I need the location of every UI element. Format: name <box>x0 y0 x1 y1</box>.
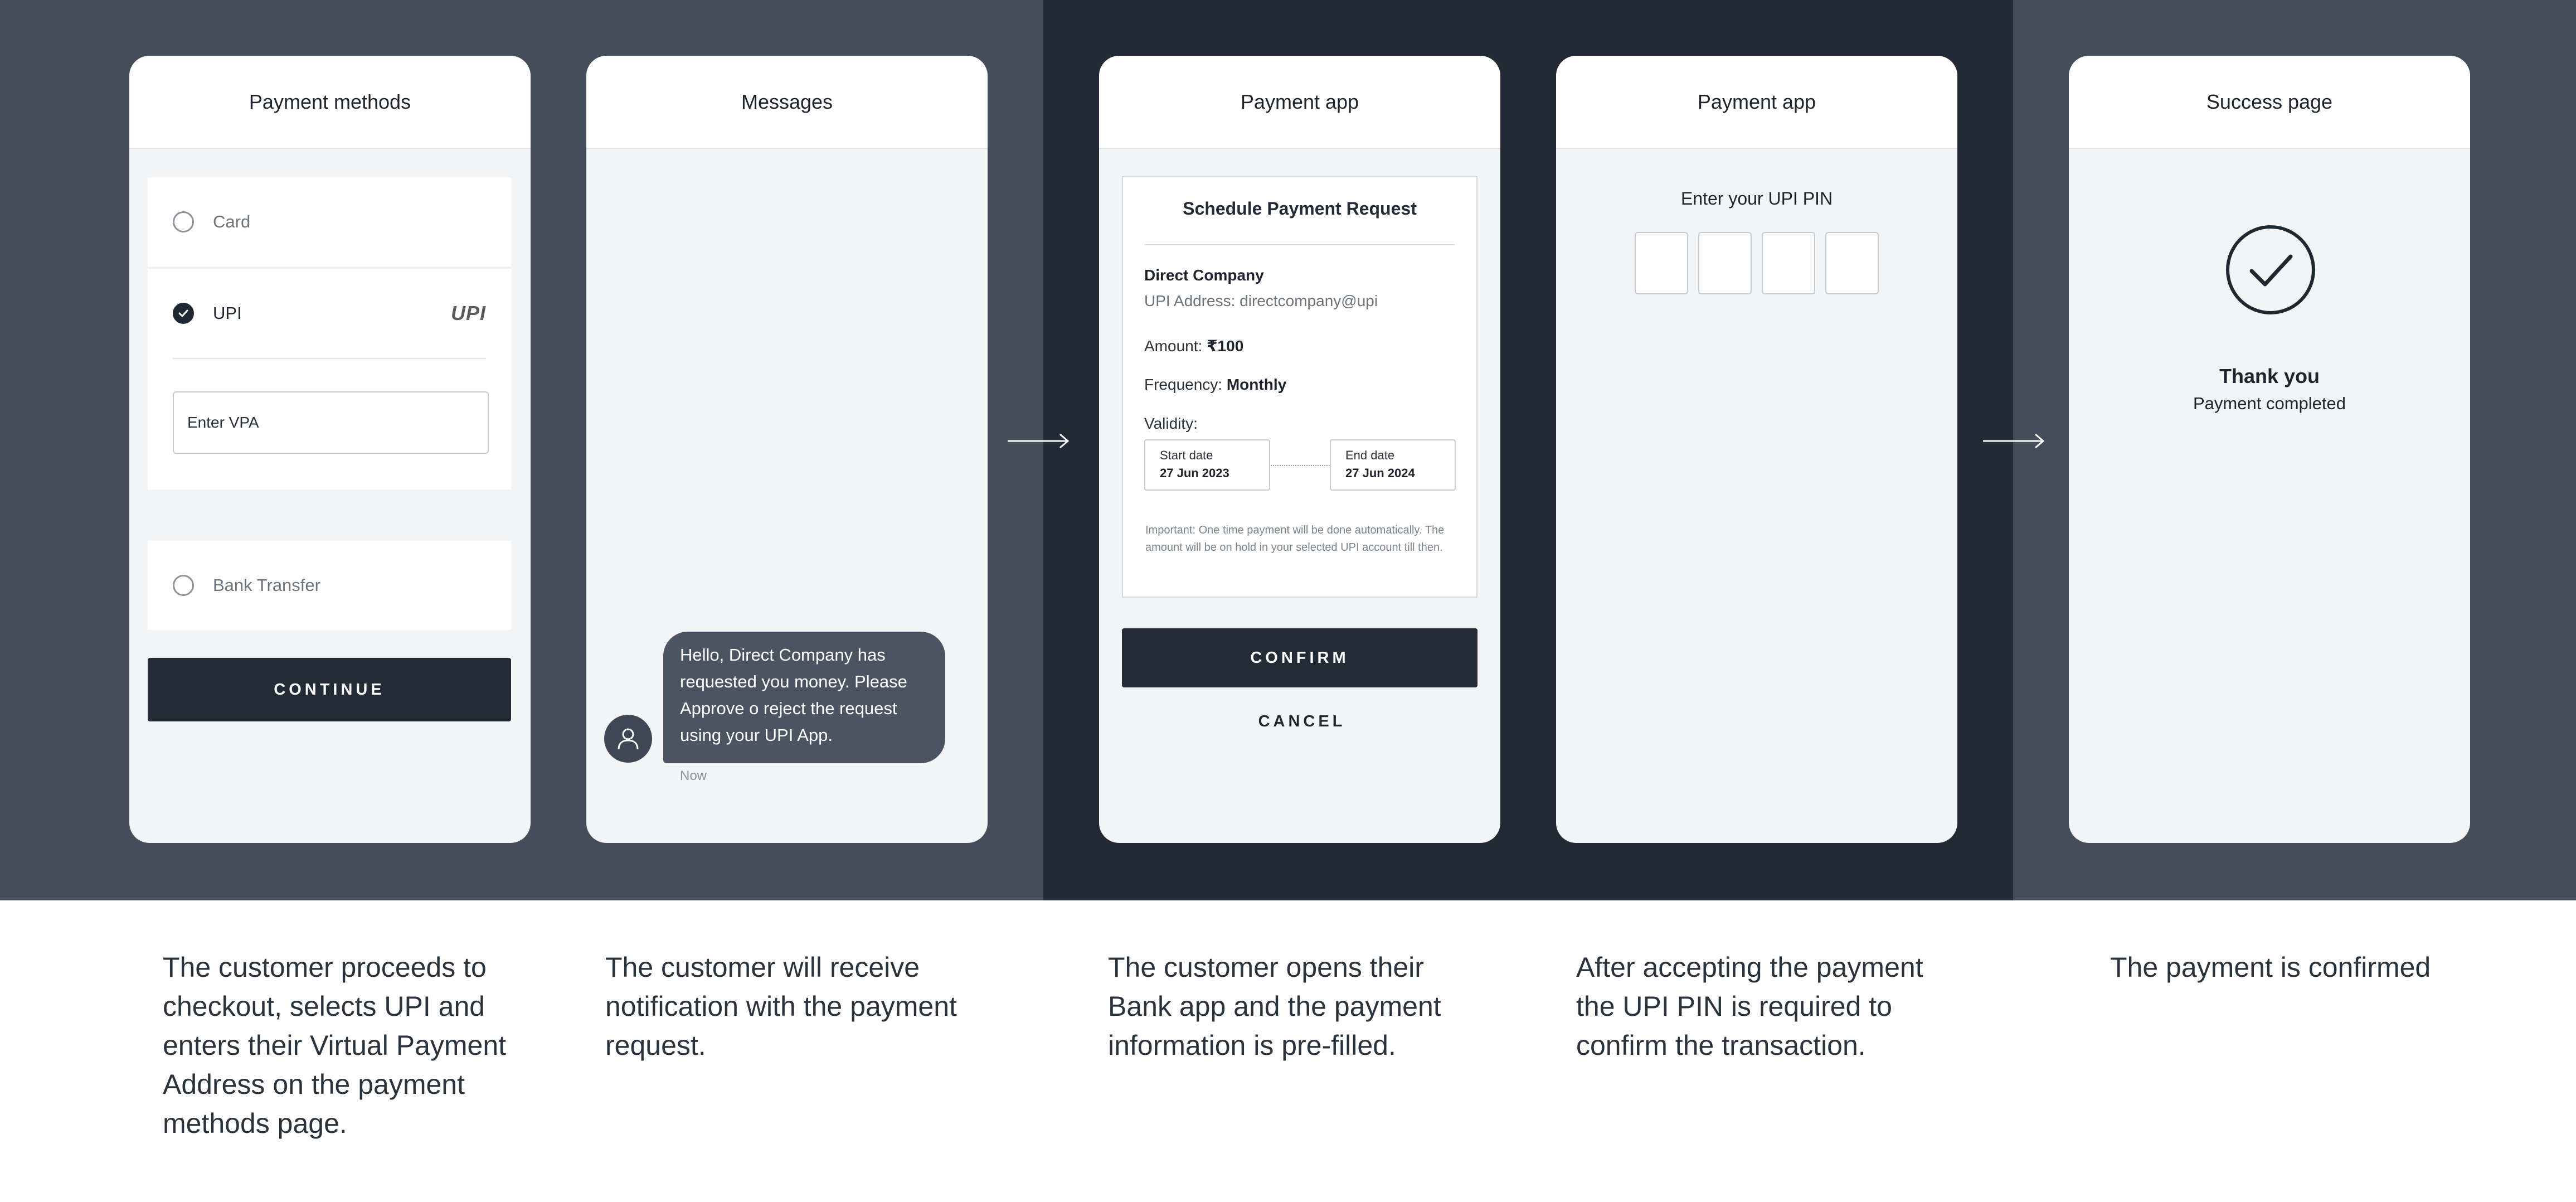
radio-checked-icon[interactable] <box>173 303 194 324</box>
screen-title: Success page <box>2069 56 2470 149</box>
pin-digit-input[interactable] <box>1698 232 1752 294</box>
payment-completed-text: Payment completed <box>2193 394 2346 413</box>
upi-logo-icon: UPI <box>450 302 486 324</box>
message-bubble[interactable]: Hello, Direct Company has requested you money. Please Approve o reject the request using your UPI App. <box>663 632 945 763</box>
start-date-field[interactable] <box>1144 439 1270 491</box>
thank-you-heading: Thank you <box>2219 365 2320 387</box>
radio-empty-icon[interactable] <box>173 575 194 596</box>
phone-payment-app-request <box>1099 56 1500 843</box>
frequency-value: Monthly <box>1226 376 1287 393</box>
frequency-label: Frequency: <box>1144 376 1223 393</box>
payment-request-card <box>1122 176 1477 598</box>
company-name: Direct Company <box>1144 266 1264 284</box>
checkmark-circle-icon <box>2225 224 2316 316</box>
divider <box>173 358 486 359</box>
amount-label: Amount: <box>1144 337 1203 355</box>
arrow-right-icon <box>1983 431 2045 451</box>
screen-title: Payment app <box>1099 56 1500 149</box>
phone-success <box>2069 56 2470 843</box>
pin-digit-input[interactable] <box>1762 232 1815 294</box>
end-date-field[interactable] <box>1330 439 1456 491</box>
start-date-value: 27 Jun 2023 <box>1160 466 1229 480</box>
caption-step-2: The customer will receive notification with the payment request. <box>605 952 957 1061</box>
validity-label: Validity: <box>1144 415 1198 432</box>
caption-step-1: The customer proceeds to checkout, selects UPI and enters their Virtual Payment Address on the payment methods page. <box>163 952 507 1139</box>
card-option[interactable] <box>148 177 511 266</box>
vpa-input[interactable]: Enter VPA <box>173 391 489 454</box>
card-label: Card <box>213 212 251 231</box>
continue-button[interactable]: CONTINUE <box>148 658 511 721</box>
caption-step-4: After accepting the payment the UPI PIN is required to confirm the transaction. <box>1576 952 1923 1061</box>
start-date-label: Start date <box>1160 448 1213 462</box>
bank-transfer-option[interactable] <box>148 541 511 630</box>
user-avatar-icon <box>604 715 652 763</box>
radio-empty-icon[interactable] <box>173 211 194 232</box>
caption-step-5: The payment is confirmed <box>2110 952 2431 983</box>
request-title: Schedule Payment Request <box>1183 198 1417 219</box>
screen-title: Payment app <box>1556 56 1957 149</box>
pin-digit-input[interactable] <box>1635 232 1688 294</box>
message-time: Now <box>680 768 707 783</box>
confirm-button[interactable]: CONFIRM <box>1122 628 1477 687</box>
caption-step-3: The customer opens their Bank app and the payment information is pre-filled. <box>1108 952 1441 1061</box>
date-range-connector <box>1271 465 1330 466</box>
arrow-right-icon <box>1008 431 1070 451</box>
phone-payment-methods <box>129 56 531 843</box>
pin-label: Enter your UPI PIN <box>1680 188 1833 209</box>
phone-messages <box>586 56 988 843</box>
pin-digit-input[interactable] <box>1825 232 1879 294</box>
important-note: Important: One time payment will be done automatically. The amount will be on hold in your selected UPI account till then. <box>1145 524 1445 554</box>
bank-transfer-label: Bank Transfer <box>213 575 320 595</box>
upi-address: UPI Address: directcompany@upi <box>1144 292 1378 309</box>
upi-label: UPI <box>213 303 242 323</box>
divider <box>1144 244 1455 245</box>
end-date-value: 27 Jun 2024 <box>1345 466 1415 480</box>
screen-title: Payment methods <box>129 56 531 149</box>
cancel-button[interactable]: CANCEL <box>1258 713 1346 730</box>
end-date-label: End date <box>1345 448 1395 462</box>
amount-value: ₹100 <box>1207 337 1244 355</box>
screen-title: Messages <box>586 56 988 149</box>
phone-payment-app-pin <box>1556 56 1957 843</box>
upi-option[interactable] <box>148 268 511 489</box>
